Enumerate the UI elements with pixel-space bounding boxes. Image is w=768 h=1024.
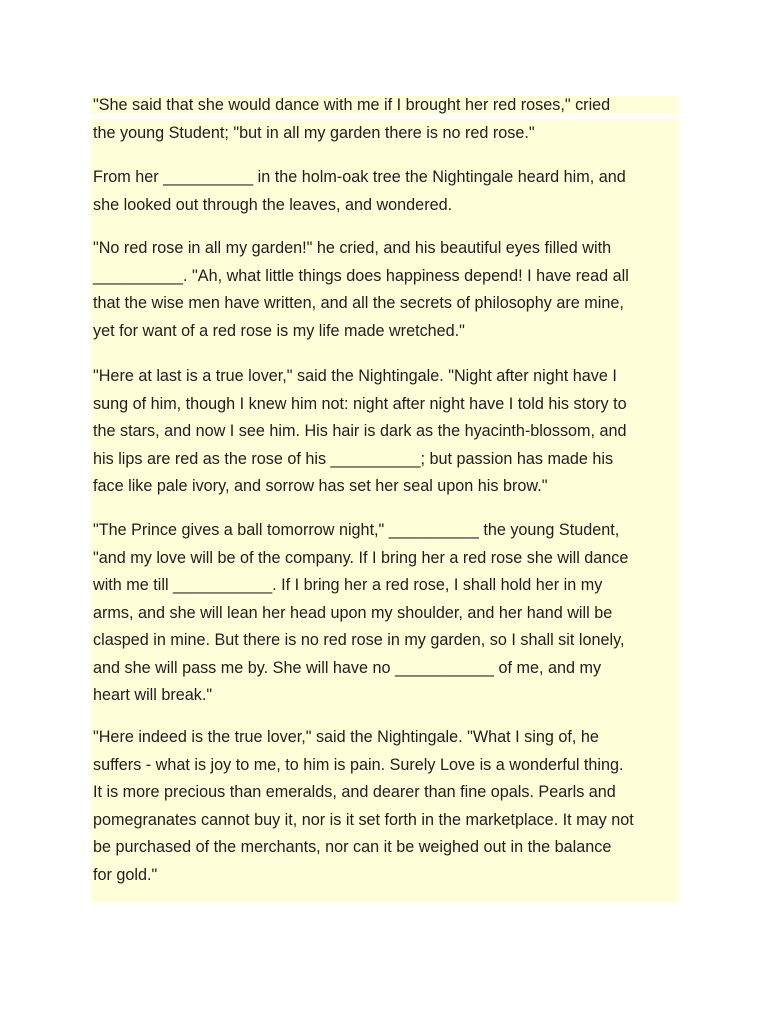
paragraph-2: From her __________ in the holm-oak tree the Nightingale heard him, and she looked out through the leaves, and wondered. — [93, 168, 626, 214]
paragraph-3: "No red rose in all my garden!" he cried, and his beautiful eyes filled with __________. "Ah, what little things does happiness depend! I have read all that the wise men have written, and all the secrets of philosophy are mine, yet for want of a red rose is my life made wretched." — [93, 239, 629, 340]
paragraph-6: "Here indeed is the true lover," said the Nightingale. "What I sing of, he suffers - what is joy to me, to him is pain. Surely Love is a wonderful thing. It is more precious than emeralds, and dearer than fine opals. Pearls and pomegranates cannot buy it, nor is it set forth in the marketplace. It may not be purchased of the merchants, nor can it be weighed out in the balance for gold." — [93, 728, 634, 884]
paragraph-5: "The Prince gives a ball tomorrow night," __________ the young Student, "and my love will be of the company. If I bring her a red rose she will dance with me till ___________. If I bring her a red rose, I shall hold her in my arms, and she will lean her head upon my shoulder, and her hand will be clasped in mine. But there is no red rose in my garden, so I shall sit lonely, and she will pass me by. She will have no ___________ of me, and my heart will break." — [93, 521, 629, 704]
paragraph-4: "Here at last is a true lover," said the Nightingale. "Night after night have I sung of him, though I knew him not: night after night have I told his story to the stars, and now I see him. His hair is dark as the hyacinth-blossom, and his lips are red as the rose of his __________; but passion has made his face like pale ivory, and sorrow has set her seal upon his brow." — [93, 367, 627, 495]
paragraph-1: "She said that she would dance with me if I brought her red roses," cried the young Student; "but in all my garden there is no red rose." — [93, 96, 611, 142]
